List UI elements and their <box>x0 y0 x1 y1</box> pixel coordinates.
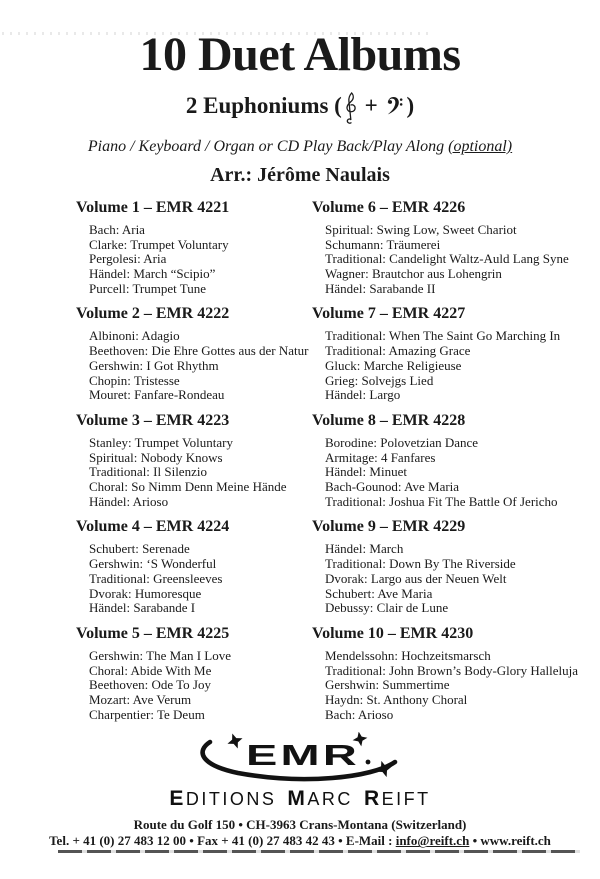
track-item: Gluck: Marche Religieuse <box>325 357 462 373</box>
volume-title: Volume 6 – EMR 4226 <box>312 198 466 216</box>
publisher-name <box>0 787 600 811</box>
track-item: Händel: March “Scipio” <box>89 265 216 281</box>
track-list <box>76 436 312 510</box>
track-item: Albinoni: Adagio <box>89 328 180 344</box>
track-list <box>76 329 312 403</box>
track-list <box>312 542 588 616</box>
volume-block <box>76 518 312 616</box>
instrumentation-line <box>0 138 600 156</box>
optional-note: (optional) <box>448 137 513 155</box>
volume-title: Volume 8 – EMR 4228 <box>312 411 466 429</box>
track-item: Gershwin: I Got Rhythm <box>89 357 219 373</box>
track-item: Beethoven: Die Ehre Gottes aus der Natur <box>89 343 309 359</box>
track-item: Mendelssohn: Hochzeitsmarsch <box>325 647 491 663</box>
publisher-word <box>169 789 276 809</box>
track-item: Borodine: Polovetzian Dance <box>325 434 479 450</box>
logo-mark-text: EMR <box>246 740 360 773</box>
track-list <box>312 223 588 297</box>
volume-title: Volume 5 – EMR 4225 <box>76 624 230 642</box>
volume-block <box>76 625 312 723</box>
track-item: Händel: Arioso <box>89 493 169 509</box>
subtitle-plus: + <box>358 92 384 118</box>
volume-title: Volume 3 – EMR 4223 <box>76 411 230 429</box>
star-icon <box>225 732 246 751</box>
subtitle <box>0 88 600 125</box>
track-list <box>312 436 588 510</box>
track-item: Traditional: Il Silenzio <box>89 464 207 480</box>
footer <box>0 818 600 848</box>
volume-block <box>312 305 588 403</box>
logo-period <box>366 760 371 765</box>
publisher-initial: R <box>363 787 382 811</box>
track-item: Dvorak: Humoresque <box>89 585 202 601</box>
volume-title: Volume 2 – EMR 4222 <box>76 305 230 323</box>
email-link[interactable]: info@reift.ch <box>395 833 470 849</box>
track-item: Traditional: Joshua Fit The Battle Of Jericho <box>325 493 558 509</box>
track-item: Händel: Minuet <box>325 464 407 480</box>
subtitle-suffix: ) <box>406 92 415 118</box>
publisher-word-rest: DITIONS <box>185 789 277 810</box>
separator-bullet: • <box>186 833 198 849</box>
bass-clef-icon <box>384 96 405 116</box>
track-item: Händel: March <box>325 541 404 557</box>
publisher-word-rest: ARC <box>307 789 353 810</box>
track-item: Händel: Largo <box>325 387 401 403</box>
track-item: Traditional: John Brown’s Body-Glory Halleluja <box>325 662 579 678</box>
subtitle-prefix: 2 Euphoniums ( <box>185 92 342 118</box>
treble-clef-icon <box>343 88 358 125</box>
volume-block <box>76 412 312 510</box>
contact-line <box>0 834 600 848</box>
track-item: Bach: Aria <box>89 221 145 237</box>
volume-title: Volume 9 – EMR 4229 <box>312 518 466 536</box>
volume-block <box>312 625 588 723</box>
track-item: Spiritual: Swing Low, Sweet Chariot <box>325 221 517 237</box>
volume-title: Volume 1 – EMR 4221 <box>76 198 230 216</box>
address-line: Route du Golf 150 • CH-3963 Crans-Montana (Switzerland) <box>133 817 467 833</box>
volume-block <box>312 412 588 510</box>
separator-bullet: • <box>469 833 481 849</box>
track-item: Wagner: Brautchor aus Lohengrin <box>325 265 502 281</box>
email-label: • E-Mail : <box>334 833 396 849</box>
track-item: Bach-Gounod: Ave Maria <box>325 479 460 495</box>
publisher-word <box>364 789 431 809</box>
track-item: Gershwin: ‘S Wonderful <box>89 556 217 572</box>
publisher-initial: M <box>287 787 308 811</box>
emr-logo-mark <box>198 732 402 782</box>
volume-block <box>76 305 312 403</box>
scan-artifact-top <box>2 32 434 35</box>
scan-artifact-bottom <box>58 850 580 853</box>
track-item: Dvorak: Largo aus der Neuen Welt <box>325 570 507 586</box>
track-item: Chopin: Tristesse <box>89 372 180 388</box>
track-item: Schubert: Ave Maria <box>325 585 433 601</box>
volume-title: Volume 7 – EMR 4227 <box>312 305 466 323</box>
track-item: Mouret: Fanfare-Rondeau <box>89 387 225 403</box>
track-item: Spiritual: Nobody Knows <box>89 449 223 465</box>
page-title: 10 Duet Albums <box>139 28 461 81</box>
track-list <box>76 649 312 723</box>
track-item: Schumann: Träumerei <box>325 236 441 252</box>
track-list <box>76 542 312 616</box>
publisher-word-rest: EIFT <box>381 789 431 810</box>
track-item: Beethoven: Ode To Joy <box>89 677 211 693</box>
volume-block <box>312 518 588 616</box>
catalog-page <box>0 30 600 879</box>
track-item: Charpentier: Te Deum <box>89 706 205 722</box>
track-item: Händel: Sarabande II <box>325 280 436 296</box>
track-item: Gershwin: Summertime <box>325 677 450 693</box>
publisher-initial: E <box>169 787 186 811</box>
track-item: Traditional: Greensleeves <box>89 570 223 586</box>
publisher-word <box>287 789 353 809</box>
track-item: Debussy: Clair de Lune <box>325 600 449 616</box>
track-item: Traditional: Amazing Grace <box>325 343 471 359</box>
track-item: Grieg: Solvejgs Lied <box>325 372 434 388</box>
track-item: Traditional: Down By The Riverside <box>325 556 516 572</box>
publisher-logo <box>0 732 600 811</box>
track-item: Choral: Abide With Me <box>89 662 212 678</box>
track-item: Gershwin: The Man I Love <box>89 647 232 663</box>
header <box>0 30 600 187</box>
track-item: Haydn: St. Anthony Choral <box>325 692 468 708</box>
volume-block <box>76 199 312 297</box>
volumes-grid <box>0 199 600 732</box>
fax-text: Fax + 41 (0) 27 483 42 43 <box>197 833 335 849</box>
track-item: Armitage: 4 Fanfares <box>325 449 436 465</box>
arranger-line: Arr.: Jérôme Naulais <box>210 163 390 186</box>
track-list <box>312 329 588 403</box>
track-item: Traditional: When The Saint Go Marching In <box>325 328 561 344</box>
track-item: Mozart: Ave Verum <box>89 692 192 708</box>
tel-text: Tel. + 41 (0) 27 483 12 00 <box>49 833 187 849</box>
track-item: Bach: Arioso <box>325 706 394 722</box>
track-item: Choral: So Nimm Denn Meine Hände <box>89 479 287 495</box>
website-text: www.reift.ch <box>480 833 551 849</box>
track-item: Purcell: Trumpet Tune <box>89 280 207 296</box>
track-list <box>312 649 588 723</box>
track-list <box>76 223 312 297</box>
volume-title: Volume 10 – EMR 4230 <box>312 624 474 642</box>
track-item: Stanley: Trumpet Voluntary <box>89 434 233 450</box>
track-item: Schubert: Serenade <box>89 541 190 557</box>
volume-title: Volume 4 – EMR 4224 <box>76 518 230 536</box>
track-item: Pergolesi: Aria <box>89 251 167 267</box>
instrumentation-text: Piano / Keyboard / Organ or CD Play Back/Play Along <box>87 137 449 155</box>
track-item: Clarke: Trumpet Voluntary <box>89 236 229 252</box>
track-item: Traditional: Candelight Waltz-Auld Lang Syne <box>325 251 569 267</box>
volume-block <box>312 199 588 297</box>
track-item: Händel: Sarabande I <box>89 600 196 616</box>
